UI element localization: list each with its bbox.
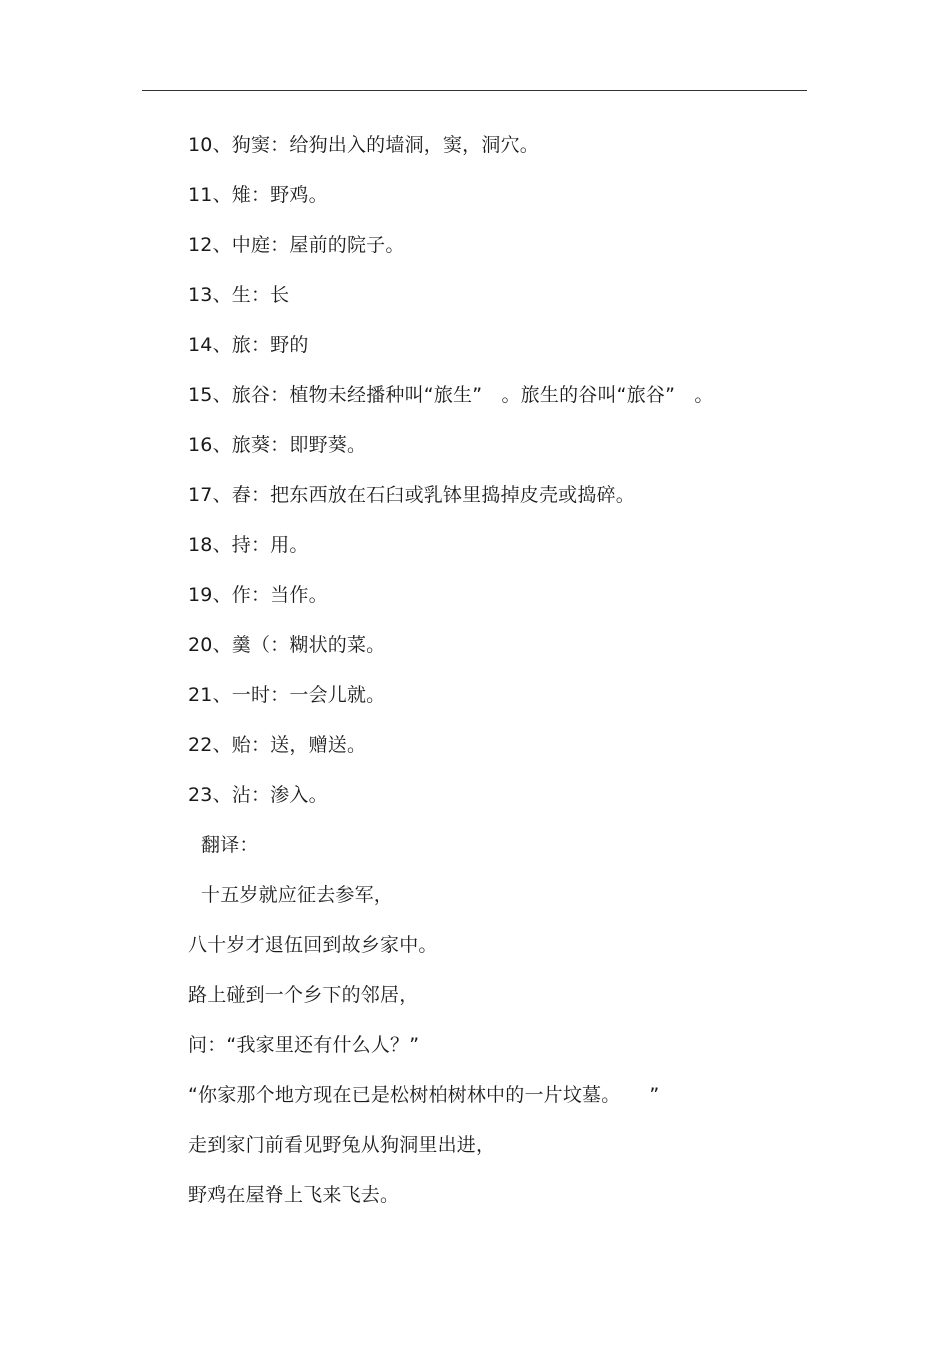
translation-line: 野鸡在屋脊上飞来飞去。 <box>188 1184 400 1206</box>
glossary-item-21: 21、一时：一会儿就。 <box>188 684 386 706</box>
translation-line: “你家那个地方现在已是松树柏树林中的一片坟墓。 ” <box>188 1084 660 1106</box>
glossary-item-16: 16、旅葵：即野葵。 <box>188 434 367 456</box>
glossary-item-10: 10、狗窦：给狗出入的墙洞，窦，洞穴。 <box>188 134 539 156</box>
glossary-item-23: 23、沾：渗入。 <box>188 784 328 806</box>
document-body <box>188 128 868 1228</box>
translation-line: 走到家门前看见野兔从狗洞里出进， <box>188 1134 496 1156</box>
translation-line: 十五岁就应征去参军， <box>201 884 394 906</box>
header-rule <box>142 90 807 91</box>
glossary-item-14: 14、旅：野的 <box>188 334 309 356</box>
glossary-item-13: 13、生：长 <box>188 284 290 306</box>
translation-heading: 翻译： <box>201 834 259 856</box>
glossary-item-11: 11、雉：野鸡。 <box>188 184 328 206</box>
translation-line: 问：“我家里还有什么人？” <box>188 1034 420 1056</box>
translation-line: 八十岁才退伍回到故乡家中。 <box>188 934 438 956</box>
glossary-item-22: 22、贻：送，赠送。 <box>188 734 367 756</box>
glossary-item-12: 12、中庭：屋前的院子。 <box>188 234 405 256</box>
glossary-item-15: 15、旅谷：植物未经播种叫“旅生” 。旅生的谷叫“旅谷” 。 <box>188 384 714 406</box>
glossary-item-19: 19、作：当作。 <box>188 584 328 606</box>
glossary-item-18: 18、持：用。 <box>188 534 309 556</box>
glossary-item-17: 17、舂：把东西放在石臼或乳钵里捣掉皮壳或捣碎。 <box>188 484 635 506</box>
glossary-item-20: 20、羹（：糊状的菜。 <box>188 634 386 656</box>
translation-line: 路上碰到一个乡下的邻居， <box>188 984 419 1006</box>
